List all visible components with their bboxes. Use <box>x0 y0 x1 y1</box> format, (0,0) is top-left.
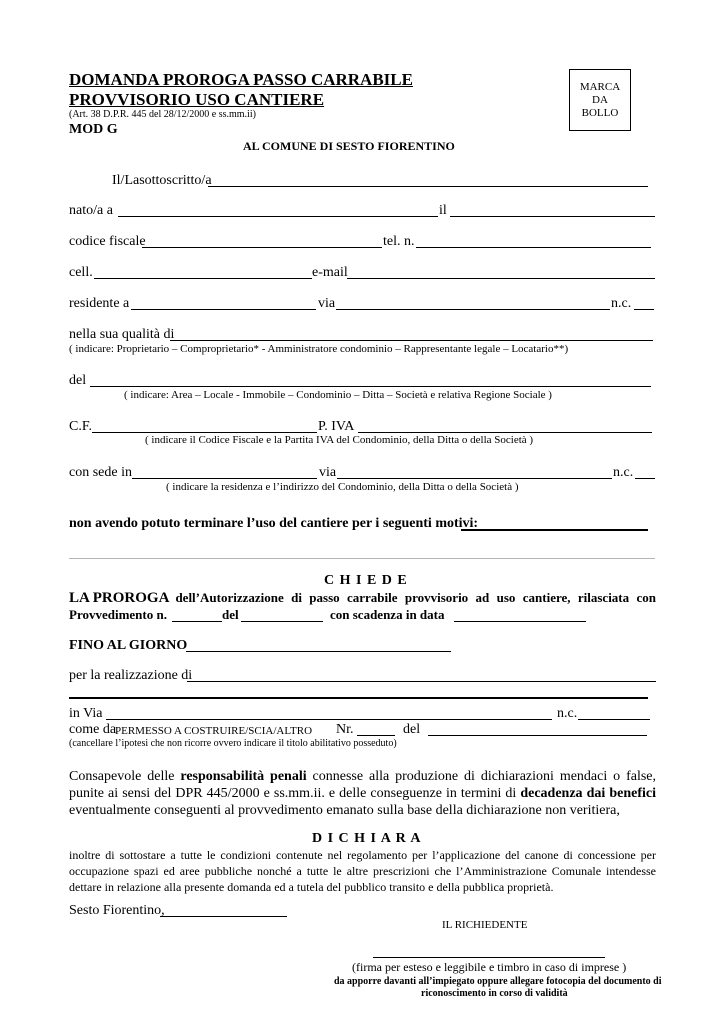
site-street-label: in Via <box>69 706 103 721</box>
declaration-heading: D I C H I A R A <box>312 831 422 846</box>
based-hint: ( indicare la residenza e l’indirizzo del Condominio, della Ditta o della Società ) <box>166 481 519 493</box>
permit-date-label: del <box>403 722 421 737</box>
permit-number-field[interactable] <box>357 735 395 736</box>
permit-type: PERMESSO A COSTRUIRE/SCIA/ALTRO <box>115 725 313 737</box>
reasons-extra-line[interactable] <box>69 558 655 559</box>
mobile-label: cell. <box>69 265 93 280</box>
liability-paragraph <box>69 768 656 819</box>
liability-bold: decadenza dai benefici <box>520 786 656 801</box>
permit-hint: (cancellare l’ipotesi che non ricorre ovvero indicare il titolo abilitativo posseduto) <box>69 738 397 749</box>
cf-hint: ( indicare il Codice Fiscale e la Partita IVA del Condominio, della Ditta o della Società ) <box>145 434 534 446</box>
phone-field[interactable] <box>416 247 651 248</box>
legal-reference: (Art. 38 D.P.R. 445 del 28/12/2000 e ss.mm.ii) <box>69 109 256 120</box>
based-number-label: n.c. <box>613 465 634 480</box>
stamp-line: DA <box>592 93 608 106</box>
undersigned-label: Il/Lasottoscritto/a <box>112 173 212 188</box>
site-street-field[interactable] <box>106 719 552 720</box>
signature-note: (firma per esteso e leggibile e timbro in caso di imprese ) <box>352 960 627 974</box>
applicant-label: IL RICHIEDENTE <box>442 919 528 931</box>
residence-field[interactable] <box>131 309 316 310</box>
form-code: MOD G <box>69 122 118 137</box>
place-label: Sesto Fiorentino, <box>69 903 165 918</box>
purpose-field[interactable] <box>187 681 656 682</box>
based-street-label: via <box>319 465 337 480</box>
birthdate-label: il <box>439 203 447 218</box>
based-number-field[interactable] <box>635 478 655 479</box>
request-heading: C H I E D E <box>324 573 408 588</box>
signature-field[interactable] <box>373 957 605 958</box>
entity-label: del <box>69 373 87 388</box>
based-in-label: con sede in <box>69 465 132 480</box>
request-text: dell’Autorizzazione di passo carrabile provvisorio ad uso cantiere, rilasciata con <box>175 590 656 605</box>
purpose-extra-line[interactable] <box>69 697 648 699</box>
declaration-text: inoltre di sottostare a tutte le condizioni contenute nel regolamento per l’applicazione del canone di concessione per occupazione spazi ed aree pubbliche nonché a tutte le altre prescrizioni che l’Amministrazione Comunale intendesse dettare in relazione alla presente domanda ed a tutela del pubblico transito e della pubblica proprietà. <box>69 848 656 894</box>
provvedimento-number-field[interactable] <box>172 621 222 622</box>
house-number-label: n.c. <box>611 296 632 311</box>
permit-date-field[interactable] <box>428 735 647 736</box>
undersigned-field[interactable] <box>208 186 648 187</box>
permit-number-label: Nr. <box>336 722 354 737</box>
residence-label: residente a <box>69 296 130 311</box>
reasons-label: non avendo potuto terminare l’uso del cantiere per i seguenti motivi: <box>69 516 479 531</box>
birthdate-field[interactable] <box>450 216 655 217</box>
date-field[interactable] <box>160 916 287 917</box>
addressee: AL COMUNE DI SESTO FIORENTINO <box>243 139 455 153</box>
email-field[interactable] <box>347 278 655 279</box>
form-title-line1: DOMANDA PROROGA PASSO CARRABILE <box>69 70 413 89</box>
form-title-line2: PROVVISORIO USO CANTIERE <box>69 90 325 109</box>
phone-label: tel. n. <box>383 234 415 249</box>
vat-field[interactable] <box>358 432 652 433</box>
vat-label: P. IVA <box>318 419 355 434</box>
capacity-hint: ( indicare: Proprietario – Comproprietario* - Amministratore condominio – Rappresentante legale – Locatario**) <box>69 343 569 355</box>
revenue-stamp-box <box>569 69 631 131</box>
entity-hint: ( indicare: Area – Locale - Immobile – Condominio – Ditta – Società e relativa Regione Sociale ) <box>124 389 552 401</box>
cf-label: C.F. <box>69 419 93 434</box>
birthplace-label: nato/a a <box>69 203 113 218</box>
purpose-label: per la realizzazione di <box>69 668 193 683</box>
provvedimento-del-label: del <box>222 607 239 622</box>
based-in-field[interactable] <box>132 478 317 479</box>
permit-label: come da <box>69 722 117 737</box>
liability-text: eventualmente conseguenti al provvedimento emanato sulla base della dichiarazione non veritiera, <box>69 803 620 818</box>
provvedimento-date-field[interactable] <box>241 621 323 622</box>
email-label: e-mail <box>312 265 348 280</box>
request-line1 <box>69 590 656 607</box>
capacity-field[interactable] <box>170 340 653 341</box>
expiry-label: con scadenza in data <box>330 607 445 622</box>
until-label: FINO AL GIORNO <box>69 638 188 653</box>
tax-code-label: codice fiscale <box>69 234 146 249</box>
street-field[interactable] <box>336 309 610 310</box>
liability-text: connesse alla produzione di dichiarazioni mendaci o false, punite ai sensi del DPR 445/2000 e ss.mm.ii. e delle conseguenze in termini di <box>69 769 657 801</box>
birthplace-field[interactable] <box>118 216 438 217</box>
stamp-line: MARCA <box>579 80 621 93</box>
reasons-field[interactable] <box>461 529 648 531</box>
until-date-field[interactable] <box>186 651 451 652</box>
street-label: via <box>318 296 336 311</box>
based-street-field[interactable] <box>337 478 612 479</box>
request-lead: LA PROROGA <box>69 590 170 606</box>
signature-instruction: da apporre davanti all’impiegato oppure allegare fotocopia del documento di <box>334 976 662 987</box>
mobile-field[interactable] <box>94 278 312 279</box>
site-number-label: n.c. <box>557 706 578 721</box>
liability-text: Consapevole delle <box>69 769 181 784</box>
liability-bold: responsabilità penali <box>180 769 307 784</box>
cf-field[interactable] <box>92 432 317 433</box>
stamp-line: BOLLO <box>581 106 619 119</box>
tax-code-field[interactable] <box>142 247 382 248</box>
signature-instruction-2: riconoscimento in corso di validità <box>421 988 568 999</box>
provvedimento-label: Provvedimento n. <box>69 607 167 622</box>
entity-field[interactable] <box>90 386 651 387</box>
expiry-date-field[interactable] <box>454 621 586 622</box>
house-number-field[interactable] <box>634 309 654 310</box>
capacity-label: nella sua qualità di <box>69 327 175 342</box>
site-number-field[interactable] <box>578 719 650 720</box>
